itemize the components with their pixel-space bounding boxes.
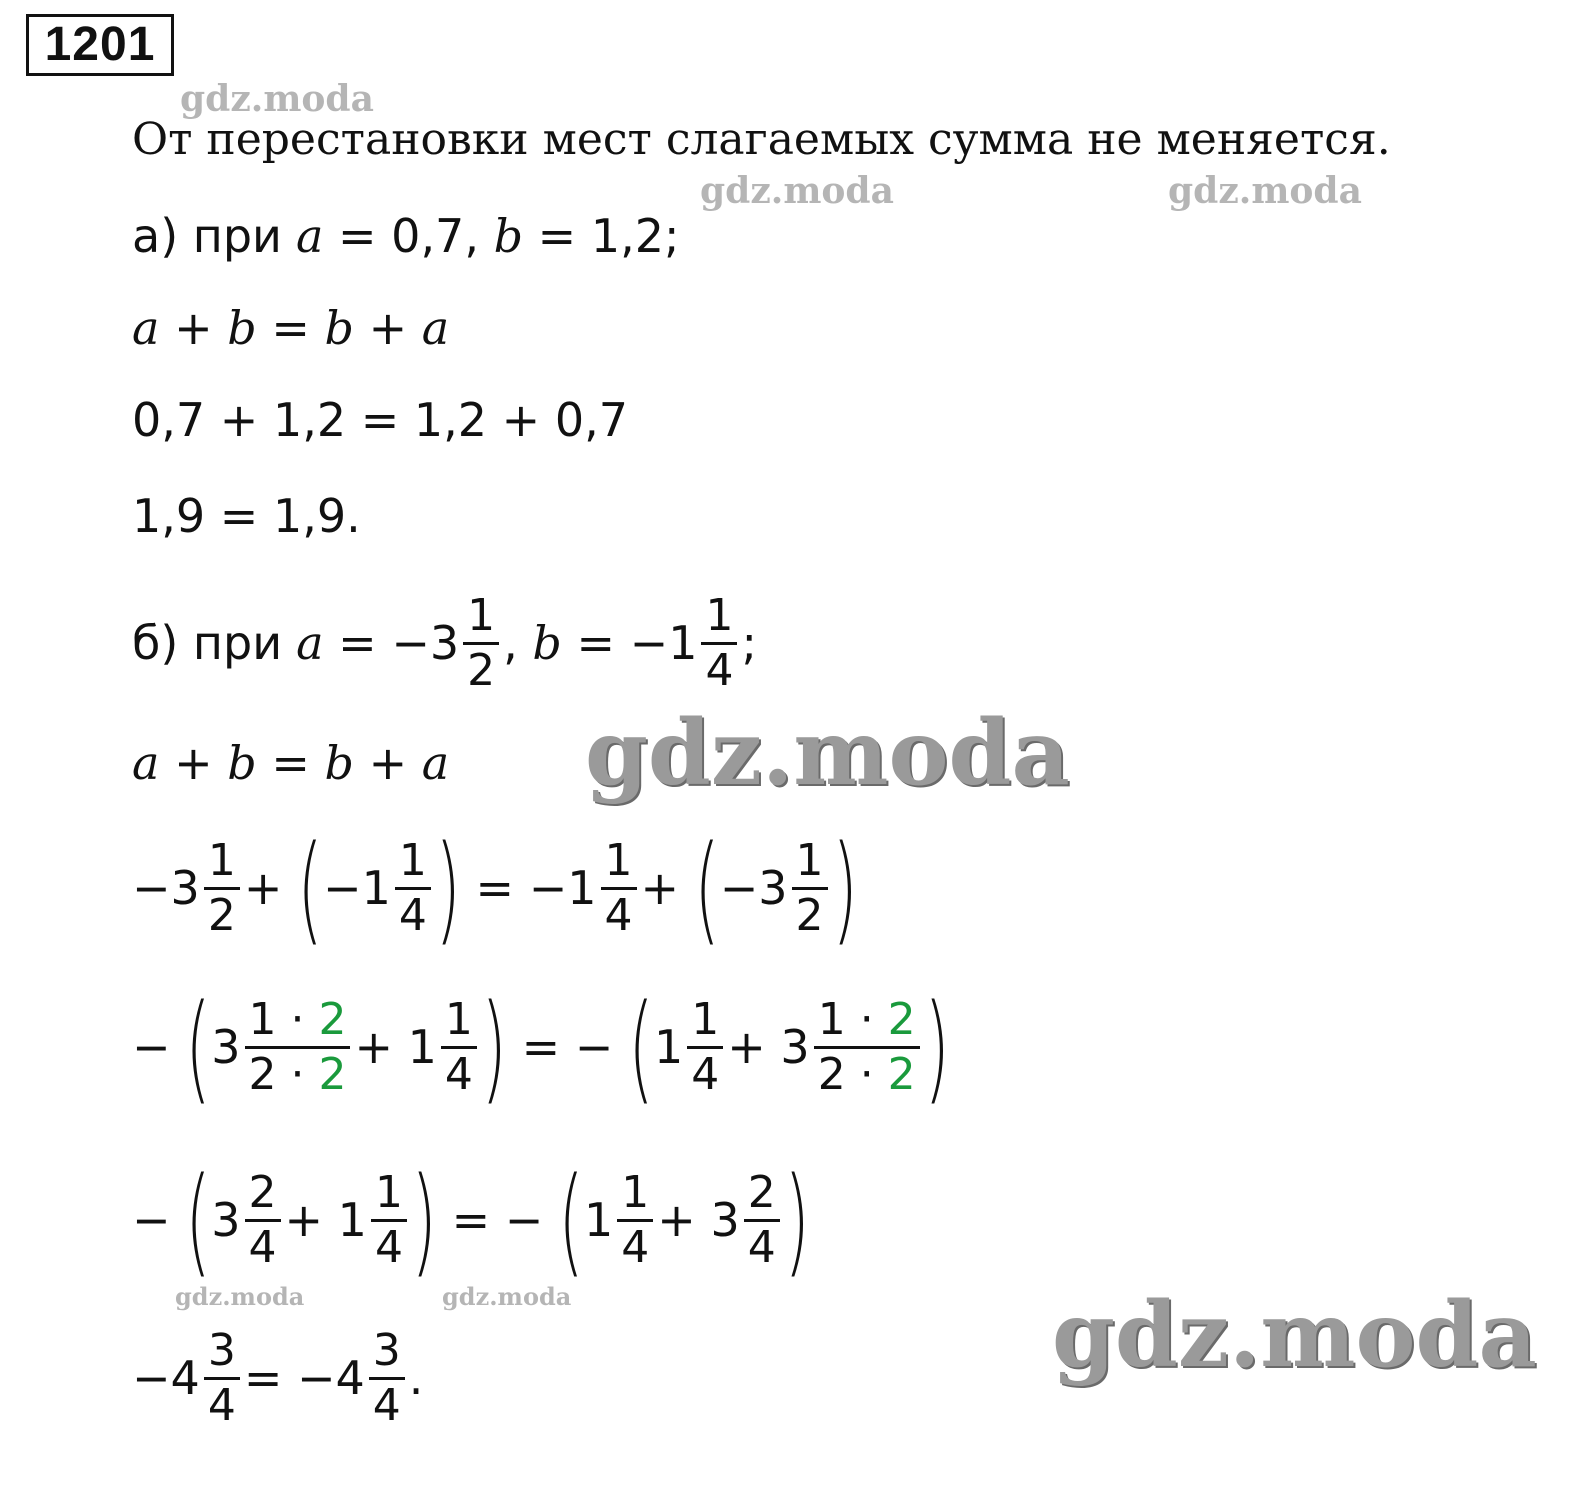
b-value: 1,2; — [590, 209, 680, 263]
watermark: gdz.moda — [1052, 1282, 1537, 1388]
part-b-result: −4 $\frac{3}{4}$ = −4 $\frac{3}{4}$ . — [132, 1324, 424, 1431]
part-b-formula: a + b = b + a — [132, 736, 450, 790]
part-b-label: б) при — [132, 616, 283, 670]
a-value: 0,7 — [391, 209, 465, 263]
part-a-label: а) при — [132, 209, 282, 263]
fraction: $\frac{1}{2}$ — [463, 590, 499, 697]
watermark: gdz.moda — [180, 78, 374, 120]
watermark: gdz.moda — [585, 700, 1070, 806]
part-b-step-1: −3 $\frac{1}{2}$ + ( −1 $\frac{1}{4}$ ) = −1 $\frac{1}{4}$ + ( −3 $\frac{1}{2}$ ) — [132, 819, 858, 957]
task-number: 1201 — [26, 14, 174, 76]
fraction: $\frac{1}{4}$ — [701, 590, 737, 697]
watermark: gdz.moda — [700, 170, 894, 212]
part-b-step-2: − ( 3 $\frac{1 \cdot 2}{2 \cdot 2}$ + 1 $\frac{1}{4}$ ) = − ( 1 $\frac{1}{4}$ + 3 $\frac{1 \cdot 2}{2 \cdot 2}$ ) — [132, 978, 950, 1116]
part-b-step-3: − ( 3 $\frac{2}{4}$ + 1 $\frac{1}{4}$ ) = − ( 1 $\frac{1}{4}$ + 3 $\frac{2}{4}$ ) — [132, 1151, 810, 1289]
watermark: gdz.moda — [1168, 170, 1362, 212]
intro-text: От перестановки мест слагаемых сумма не меняется. — [132, 114, 1391, 165]
part-a-formula: a + b = b + a — [132, 301, 450, 355]
watermark: gdz.moda — [175, 1282, 305, 1311]
part-a-substitution: 0,7 + 1,2 = 1,2 + 0,7 — [132, 393, 628, 447]
watermark: gdz.moda — [442, 1282, 572, 1311]
part-a-condition: а) при a = 0,7 , b = 1,2; — [132, 209, 680, 263]
part-b-condition: б) при a = −3 $\frac{1}{2}$ , b = −1 $\frac{1}{4}$ ; — [132, 589, 757, 696]
part-a-result: 1,9 = 1,9. — [132, 489, 361, 543]
